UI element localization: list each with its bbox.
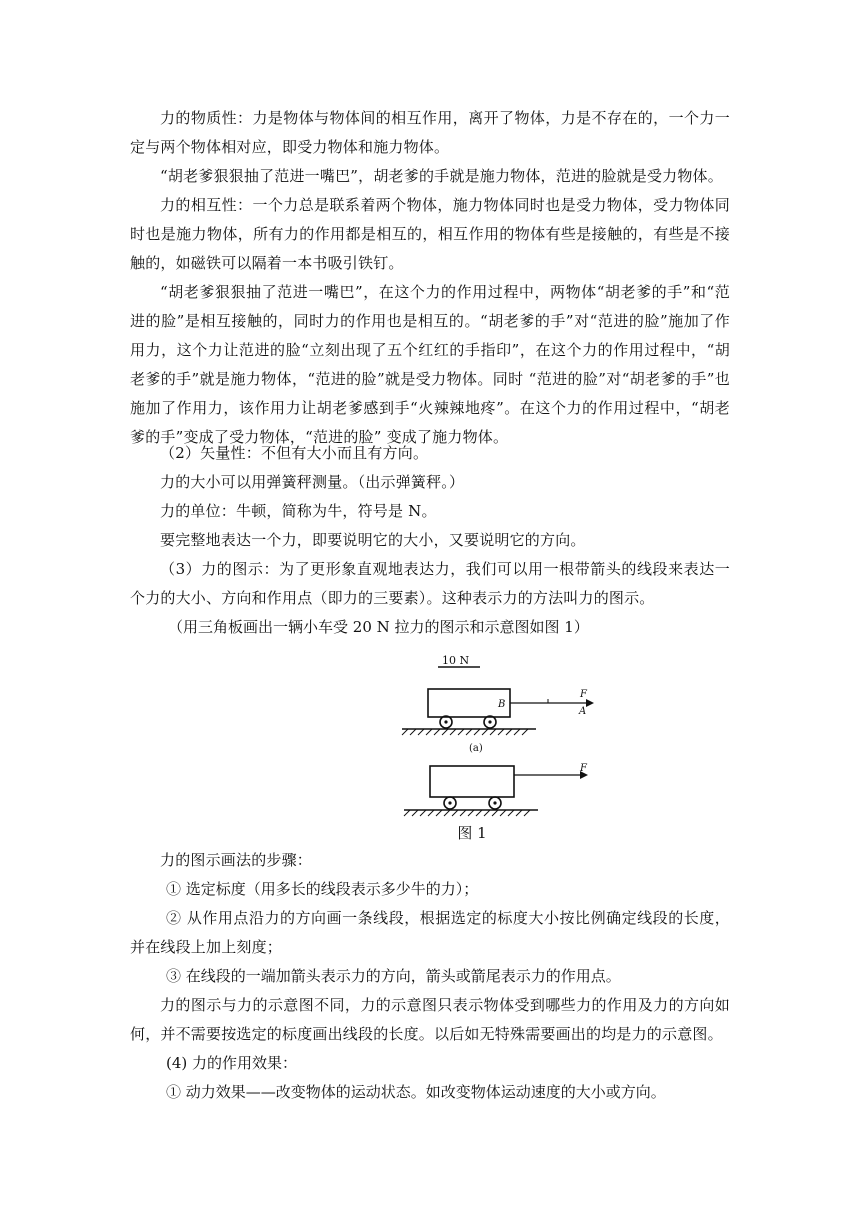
figure-1-cart-diagram: [398, 650, 628, 850]
point-a-label: A: [579, 706, 587, 717]
scale-label: 10 N: [442, 654, 470, 667]
step-1: ① 选定标度（用多长的线段表示多少牛的力）；: [166, 880, 479, 898]
paragraph-steps-title: 力的图示画法的步骤：: [160, 851, 313, 869]
force-label-b: F: [580, 763, 587, 774]
paragraph-mutual-property: 力的相互性：一个力总是联系着两个物体，施力物体同时也是受力物体，受力物体同时也是施力物体，所有力的作用都是相互的，相互作用的物体有些是接触的，有些是不接触的，如磁铁可以隔着一本书吸引铁钉。: [130, 196, 730, 272]
effect-1: ① 动力效果——改变物体的运动状态。如改变物体运动速度的大小或方向。: [166, 1083, 666, 1101]
step-2: ② 从作用点沿力的方向画一条线段，根据选定的标度大小按比例确定线段的长度，并在线段上加上刻度；: [130, 909, 730, 956]
paragraph-effects-title: (4) 力的作用效果：: [166, 1054, 298, 1072]
point-b-label: B: [498, 699, 506, 710]
paragraph-force-diagram: （3）力的图示：为了更形象直观地表达力，我们可以用一根带箭头的线段来表达一个力的大小、方向和作用点（即力的三要素）。这种表示力的方法叫力的图示。: [130, 560, 730, 607]
paragraph-diagram-vs-sketch: 力的图示与力的示意图不同，力的示意图只表示物体受到哪些力的作用及力的方向如何，并不需要按选定的标度画出线段的长度。以后如无特殊需要画出的均是力的示意图。: [130, 996, 730, 1043]
sub-label-a: (a): [469, 743, 483, 754]
cart-b-body: [430, 766, 514, 797]
paragraph-material-property: 力的物质性：力是物体与物体间的相互作用，离开了物体，力是不存在的，一个力一定与两个物体相对应，即受力物体和施力物体。: [130, 109, 730, 156]
step-3: ③ 在线段的一端加箭头表示力的方向，箭头或箭尾表示力的作用点。: [166, 967, 621, 985]
paragraph-force-unit: 力的单位：牛顿，简称为牛，符号是 N。: [160, 502, 437, 520]
force-label-a: F: [580, 689, 587, 700]
paragraph-example-1: “胡老爹狠狠抽了范进一嘴巴”，胡老爹的手就是施力物体，范进的脸就是受力物体。: [160, 167, 723, 185]
paragraph-vector-property: （2）矢量性：不但有大小而且有方向。: [160, 444, 429, 462]
paragraph-example-2: “胡老爹狠狠抽了范进一嘴巴”，在这个力的作用过程中，两物体“胡老爹的手”和“范进的脸”是相互接触的，同时力的作用也是相互的。“胡老爹的手”对“范进的脸”施加了作用力，这个力让范进的脸“立刻出现了五个红红的手指印”，在这个力的作用过程中，“胡老爹的手”就是施力物体，“范进的脸”就是受力物体。同时 “范进的脸”对“胡老爹的手”也施加了作用力，该作用力让胡老爹感到手“火辣辣地疼”。在这个力的作用过程中，“胡老爹的手”变成了受力物体，“范进的脸” 变成了施力物体。: [130, 283, 730, 446]
paragraph-force-expression: 要完整地表达一个力，即要说明它的大小，又要说明它的方向。: [160, 531, 586, 549]
figure-caption: 图 1: [457, 824, 487, 842]
paragraph-force-measure: 力的大小可以用弹簧秤测量。（出示弹簧秤。）: [160, 473, 465, 491]
paragraph-figure-note: （用三角板画出一辆小车受 20 N 拉力的图示和示意图如图 1）: [168, 618, 589, 636]
